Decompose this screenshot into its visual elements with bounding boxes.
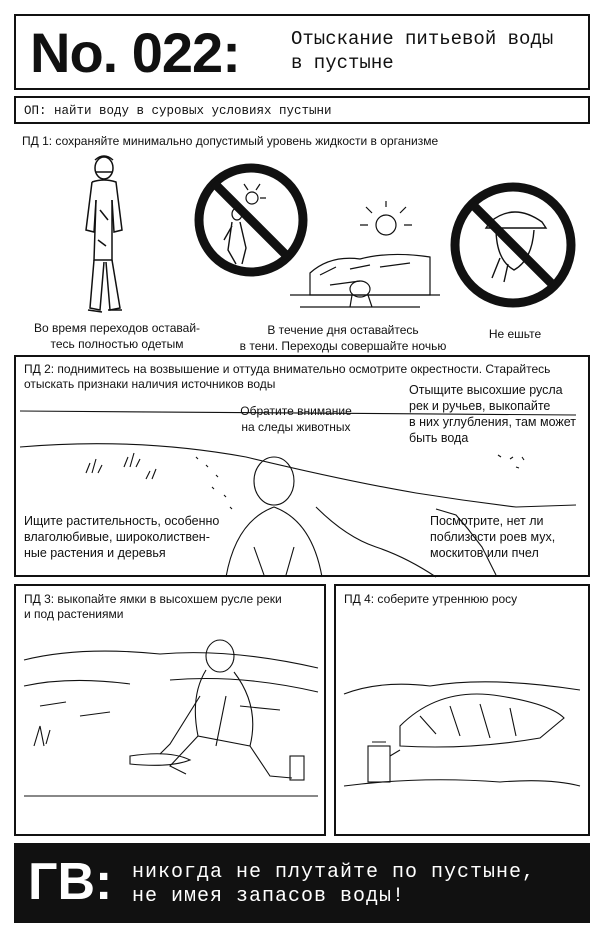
note-vegetation bbox=[24, 513, 219, 561]
page-title bbox=[291, 27, 586, 75]
note-dry-riverbeds-line3: в них углубления, там может bbox=[409, 415, 577, 429]
note-dry-riverbeds-line4: быть вода bbox=[409, 431, 469, 445]
note-insect-swarms-line3: москитов или пчел bbox=[430, 546, 539, 560]
note-insect-swarms-line1: Посмотрите, нет ли bbox=[430, 514, 544, 528]
no-eating-icon bbox=[446, 178, 580, 312]
footer-warning bbox=[132, 861, 535, 909]
step2-label-line2: отыскать признаки наличия источников воды bbox=[24, 377, 276, 391]
caption-clothing bbox=[22, 320, 212, 352]
step4-panel bbox=[334, 584, 590, 836]
note-animal-tracks bbox=[236, 403, 356, 435]
title-line-1: Отыскание питьевой воды bbox=[291, 28, 554, 50]
goal-text: ОП: найти воду в суровых условиях пустыни bbox=[24, 104, 332, 118]
note-animal-tracks-line1: Обратите внимание bbox=[240, 404, 352, 418]
caption-shade-line1: В течение дня оставайтесь bbox=[267, 323, 419, 337]
note-animal-tracks-line2: на следы животных bbox=[241, 420, 351, 434]
step2-panel bbox=[14, 355, 590, 577]
footer-banner bbox=[14, 843, 590, 923]
sheet-number: No. 022: bbox=[30, 21, 240, 84]
caption-clothing-line1: Во время переходов оставай- bbox=[33, 321, 201, 335]
note-insect-swarms-line2: поблизости роев мух, bbox=[430, 530, 556, 544]
step4-label: ПД 4: соберите утреннюю росу bbox=[344, 592, 518, 606]
step3-panel bbox=[14, 584, 326, 836]
step3-label bbox=[24, 592, 282, 622]
title-line-2: в пустыне bbox=[291, 52, 394, 74]
resting-in-shade-illustration bbox=[280, 195, 440, 315]
caption-clothing-line2: тесь полностью одетым bbox=[50, 337, 184, 351]
note-vegetation-line2: влаголюбивые, широколиствен- bbox=[24, 530, 210, 544]
note-dry-riverbeds-line1: Отыщите высохшие русла bbox=[409, 383, 563, 397]
header-box bbox=[14, 14, 590, 90]
footer-warning-line2: не имея запасов воды! bbox=[132, 885, 406, 908]
goal-box bbox=[14, 96, 590, 124]
note-dry-riverbeds-line2: рек и ручьев, выкопайте bbox=[409, 399, 551, 413]
note-dry-riverbeds bbox=[409, 382, 576, 446]
caption-no-eating-line1: Не ешьте bbox=[488, 327, 542, 341]
step3-label-line2: и под растениями bbox=[24, 607, 124, 621]
clothed-hiker-illustration bbox=[70, 150, 140, 320]
caption-no-eating bbox=[470, 326, 560, 342]
note-insect-swarms bbox=[430, 513, 555, 561]
digging-illustration bbox=[20, 626, 320, 832]
footer-warning-line1: никогда не плутайте по пустыне, bbox=[132, 861, 536, 884]
step3-label-line1: ПД 3: выкопайте ямки в высохшем русле реки bbox=[24, 592, 282, 606]
footer-label: ГВ: bbox=[28, 853, 113, 911]
caption-shade-line2: в тени. Переходы совершайте ночью bbox=[239, 339, 447, 353]
note-vegetation-line3: ные растения и деревья bbox=[24, 546, 166, 560]
caption-shade bbox=[238, 322, 448, 354]
step2-label-line1: ПД 2: поднимитесь на возвышение и оттуда внимательно осмотрите окрестности. Старайтесь bbox=[24, 362, 551, 376]
step1-label: ПД 1: сохраняйте минимально допустимый уровень жидкости в организме bbox=[22, 134, 439, 148]
dew-collection-illustration bbox=[340, 646, 584, 826]
note-vegetation-line1: Ищите растительность, особенно bbox=[24, 514, 220, 528]
